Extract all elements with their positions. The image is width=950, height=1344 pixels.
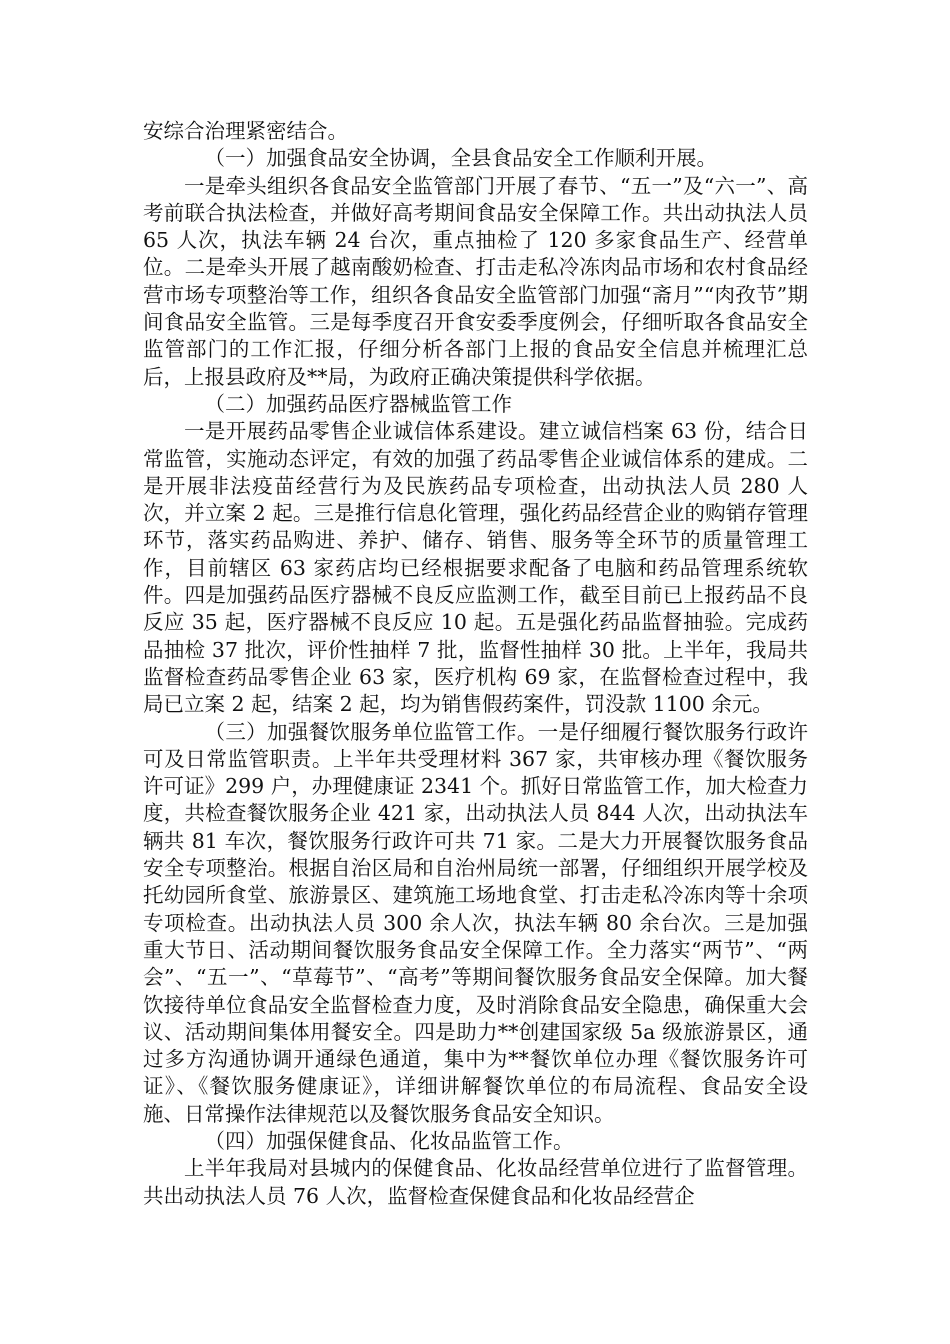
document-body <box>143 118 808 1210</box>
paragraph-drug-supervision: 一是开展药品零售企业诚信体系建设。建立诚信档案 63 份，结合日常监管，实施动态评定，有效的加强了药品零售企业诚信体系的建成。二是开展非法疫苗经营行为及民族药品专项检查，出动执法人员 280 人次，并立案 2 起。三是推行信息化管理，强化药品经营企业的购销存管理环节，落实药品购进、养护、储存、销售、服务等全环节的质量管理工作，目前辖区 63 家药店均已经根据要求配备了电脑和药品管理系统软件。四是加强药品医疗器械不良反应监测工作，截至目前已上报药品不良反应 35 起，医疗器械不良反应 10 起。五是强化药品监督抽验。完成药品抽检 37 批次，评价性抽样 7 批，监督性抽样 30 批。上半年，我局共监督检查药品零售企业 63 家，医疗机构 69 家，在监督检查过程中，我局已立案 2 起，结案 2 起，均为销售假药案件，罚没款 1100 余元。 <box>143 419 808 717</box>
section-heading-2: （二）加强药品医疗器械监管工作 <box>204 391 512 416</box>
paragraph-continuation: 安综合治理紧密结合。 <box>143 119 348 143</box>
section-heading-4: （四）加强保健食品、化妆品监管工作。 <box>204 1128 574 1153</box>
section-heading-1: （一）加强食品安全协调，全县食品安全工作顺利开展。 <box>204 146 717 171</box>
paragraph-food-safety: 一是牵头组织各食品安全监管部门开展了春节、“五一”及“六一”、高考前联合执法检查，并做好高考期间食品安全保障工作。共出动执法人员 65 人次，执法车辆 24 台次，重点抽检了 120 多家食品生产、经营单位。二是牵头开展了越南酸奶检查、打击走私冷冻肉品市场和农村食品经营市场专项整治等工作，组织各食品安全监管部门加强“斋月”“肉孜节”期间食品安全监管。三是每季度召开食安委季度例会，仔细听取各食品安全监管部门的工作汇报，仔细分析各部门上报的食品安全信息并梳理汇总后，上报县政府及**局，为政府正确决策提供科学依据。 <box>143 173 808 389</box>
paragraph-health-food: 上半年我局对县城内的保健食品、化妆品经营单位进行了监督管理。共出动执法人员 76 人次，监督检查保健食品和化妆品经营企 <box>143 1156 808 1208</box>
paragraph-catering-supervision: （三）加强餐饮服务单位监管工作。一是仔细履行餐饮服务行政许可及日常监管职责。上半年共受理材料 367 家，共审核办理《餐饮服务许可证》299 户，办理健康证 2341 个。抓好日常监管工作，加大检查力度，共检查餐饮服务企业 421 家，出动执法人员 844 人次，出动执法车辆共 81 车次，餐饮服务行政许可共 71 家。二是大力开展餐饮服务食品安全专项整治。根据自治区局和自治州局统一部署，仔细组织开展学校及托幼园所食堂、旅游景区、建筑施工场地食堂、打击走私冷冻肉等十余项专项检查。出动执法人员 300 余人次，执法车辆 80 余台次。三是加强重大节日、活动期间餐饮服务食品安全保障工作。全力落实“两节”、“两会”、“五一”、“草莓节”、“高考”等期间餐饮服务食品安全保障。加大餐饮接待单位食品安全监督检查力度，及时消除食品安全隐患，确保重大会议、活动期间集体用餐安全。四是助力**创建国家级 5a 级旅游景区，通过多方沟通协调开通绿色通道，集中为**餐饮单位办理《餐饮服务许可证》、《餐饮服务健康证》，详细讲解餐饮单位的布局流程、食品安全设施、日常操作法律规范以及餐饮服务食品安全知识。 <box>143 719 808 1126</box>
